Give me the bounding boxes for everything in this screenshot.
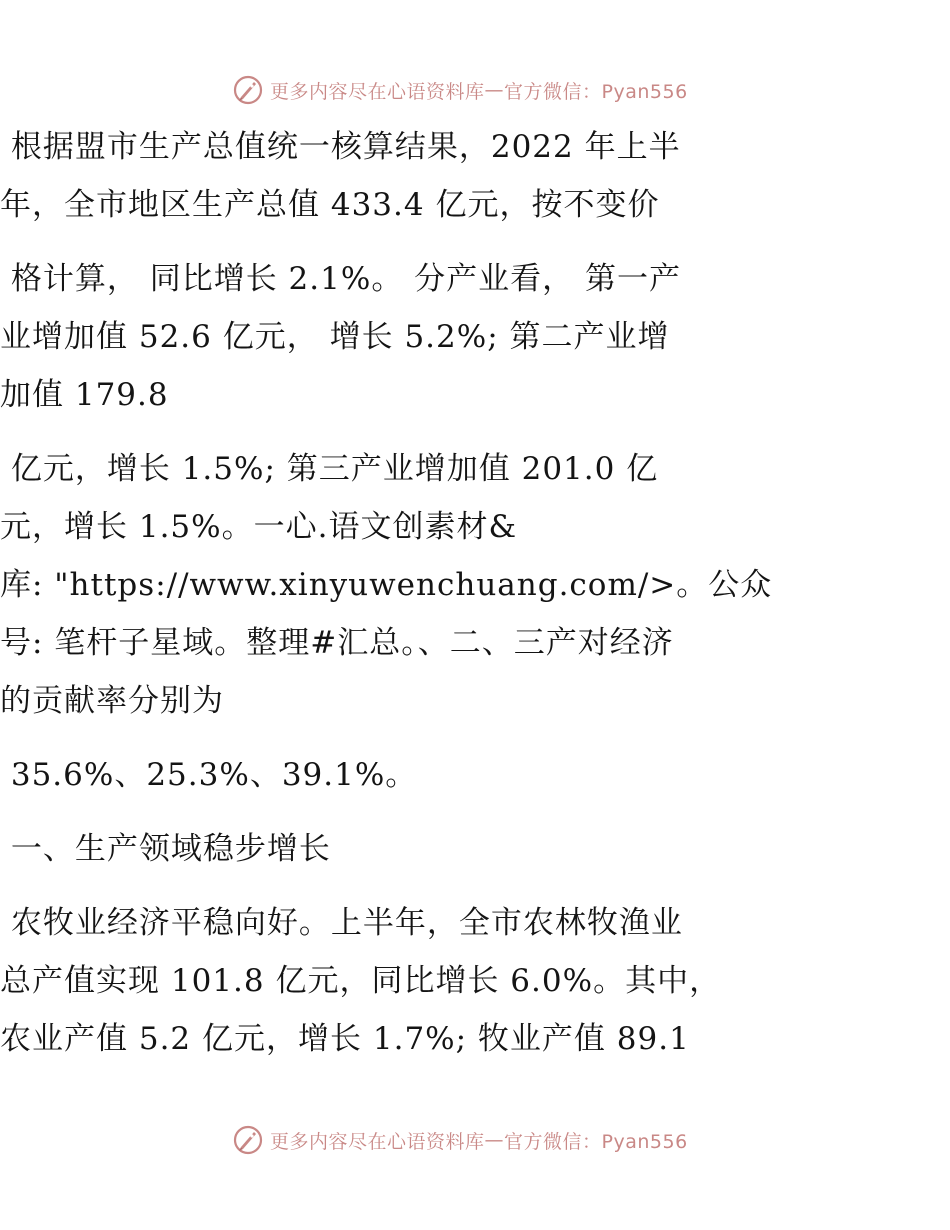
body-text-line: 元，增长 1.5%。一心.语文创素材& bbox=[0, 509, 518, 545]
body-text-line: 根据盟市生产总值统一核算结果，2022 年上半 bbox=[0, 129, 681, 165]
body-text-line: 年，全市地区生产总值 433.4 亿元，按不变价 bbox=[0, 187, 660, 223]
body-text-line: 农业产值 5.2 亿元，增长 1.7%; 牧业产值 89.1 bbox=[0, 1021, 690, 1057]
quill-pen-logo-icon bbox=[232, 1124, 264, 1156]
body-text-line: 农牧业经济平稳向好。上半年，全市农林牧渔业 bbox=[0, 905, 683, 941]
body-text-line: 格计算， 同比增长 2.1%。 分产业看， 第一产 bbox=[0, 261, 682, 297]
footer-watermark-banner bbox=[232, 1123, 752, 1157]
watermark-site-text: 更多内容尽在心语资料库 bbox=[270, 80, 485, 103]
body-text-line: 的贡献率分别为 bbox=[0, 683, 224, 719]
header-watermark-banner bbox=[232, 73, 752, 107]
watermark-site-text: 更多内容尽在心语资料库 bbox=[270, 1130, 485, 1153]
body-text-line: 业增加值 52.6 亿元， 增长 5.2%; 第二产业增 bbox=[0, 319, 670, 355]
body-text-line: 加值 179.8 bbox=[0, 377, 169, 413]
section-heading: 一、生产领域稳步增长 bbox=[0, 831, 331, 867]
quill-pen-logo-icon bbox=[232, 74, 264, 106]
body-text-line: 号: 笔杆子星域。整理#汇总。、二、三产对经济 bbox=[0, 625, 674, 661]
watermark-wechat-text: 官方微信：Pyan556 bbox=[504, 80, 688, 103]
body-text-line: 35.6%、25.3%、39.1%。 bbox=[0, 757, 418, 793]
body-text-line: 亿元，增长 1.5%; 第三产业增加值 201.0 亿 bbox=[0, 451, 659, 487]
watermark-separator: — bbox=[484, 79, 505, 101]
watermark-wechat-text: 官方微信：Pyan556 bbox=[504, 1130, 688, 1153]
body-text-line: 总产值实现 101.8 亿元，同比增长 6.0%。其中， bbox=[0, 963, 722, 999]
body-text-line: 库: "https://www.xinyuwenchuang.com/>。公众 bbox=[0, 567, 773, 603]
watermark-separator: — bbox=[484, 1129, 505, 1151]
